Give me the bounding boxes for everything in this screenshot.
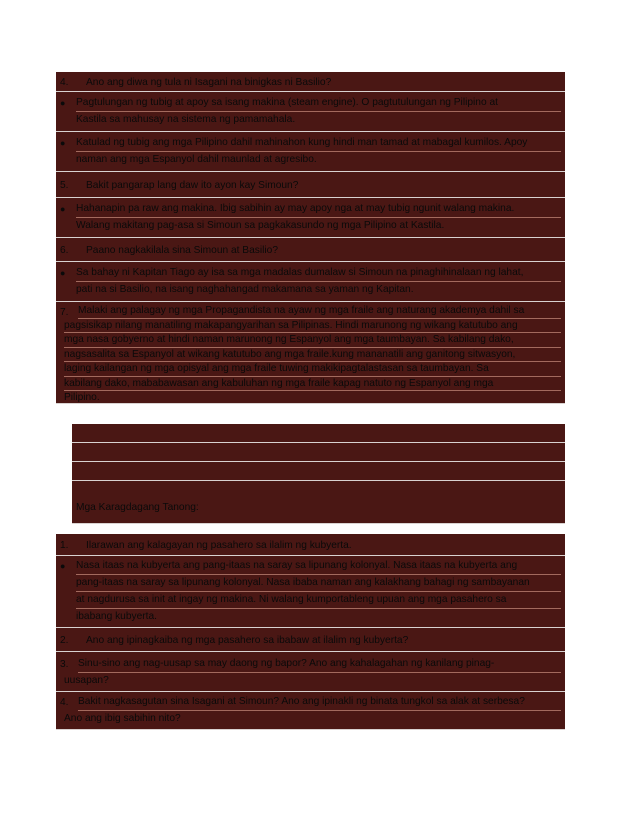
answer-line: naman ang mga Espanyol dahil maunlad at agresibo. bbox=[76, 154, 317, 165]
question-number: 3. bbox=[60, 659, 69, 670]
extra-heading: Mga Karagdagang Tanong: bbox=[76, 502, 199, 513]
answer-line: ibabang kubyerta. bbox=[76, 611, 157, 622]
answer-line: Katulad ng tubig ang mga Pilipino dahil mahinahon kung hindi man tamad at mabagal kumilos. Apoy bbox=[76, 135, 561, 152]
paragraph-line: Malaki ang palagay ng mga Propagandista na ayaw ng mga fraile ang naturang akademya dahil sa bbox=[78, 304, 561, 319]
bullet-icon: ● bbox=[60, 98, 66, 108]
paragraph-line: kabilang dako, mababawasan ang kabuluhan ng mga fraile kapag natuto ng Espanyol ang mga bbox=[64, 377, 561, 392]
extra-questions-header-block bbox=[72, 424, 565, 524]
question-number: 7. bbox=[60, 307, 69, 318]
question-number: 2. bbox=[60, 635, 69, 646]
answer-bullet bbox=[56, 198, 565, 238]
question-5 bbox=[56, 172, 565, 198]
question-line: Sinu-sino ang nag-uusap sa may daong ng bapor? Ano ang kahalagahan ng kanilang pinag- bbox=[78, 656, 561, 673]
extra-heading-band bbox=[72, 481, 565, 524]
question-4 bbox=[56, 72, 565, 92]
paragraph-line: pagsisikap nilang manatiling makapangyarihan sa Pilipinas. Hindi marunong ng wikang katutubo ang bbox=[64, 319, 561, 334]
question-1 bbox=[56, 534, 565, 556]
answer-line: at nagdurusa sa init at ingay ng makina. Ni walang kumportableng upuan ang mga pasahero sa bbox=[76, 592, 561, 609]
question-text: Paano nagkakilala sina Simoun at Basilio? bbox=[86, 245, 278, 256]
answer-line: Pagtulungan ng tubig at apoy sa isang makina (steam engine). O pagtutulungan ng Pilipino at bbox=[76, 95, 561, 112]
answer-line: Nasa itaas na kubyerta ang pang-itaas na saray sa lipunang kolonyal. Nasa itaas na kubyerta ang bbox=[76, 558, 561, 575]
bullet-icon: ● bbox=[60, 268, 66, 278]
empty-band bbox=[72, 462, 565, 481]
bullet-icon: ● bbox=[60, 561, 66, 571]
question-text: Ano ang diwa ng tula ni Isagani na binigkas ni Basilio? bbox=[86, 77, 332, 88]
question-line: uusapan? bbox=[64, 675, 109, 686]
bullet-icon: ● bbox=[60, 204, 66, 214]
paragraph-line: nagsasalita sa Espanyol at wikang katutubo ang mga fraile.kung mananatili ang ganitong sitwasyon, bbox=[64, 348, 561, 363]
question-text: Ilarawan ang kalagayan ng pasahero sa ilalim ng kubyerta. bbox=[86, 540, 352, 551]
empty-band bbox=[72, 443, 565, 462]
qa-section-1 bbox=[56, 72, 565, 404]
question-number: 1. bbox=[60, 540, 69, 551]
question-4b bbox=[56, 692, 565, 730]
question-7 bbox=[56, 302, 565, 404]
paragraph-line: mga nasa gobyerno at hindi naman marunong ng Espanyol ang mga taumbayan. Sa kabilang dako, bbox=[64, 333, 561, 348]
question-number: 4. bbox=[60, 77, 69, 88]
question-line: Ano ang ibig sabihin nito? bbox=[64, 713, 181, 724]
answer-bullet bbox=[56, 556, 565, 628]
question-2 bbox=[56, 628, 565, 652]
answer-line: pati na si Basilio, na isang naghahangad makamana sa yaman ng Kapitan. bbox=[76, 284, 414, 295]
answer-line: Kastila sa mahusay na sistema ng pamamahala. bbox=[76, 114, 296, 125]
empty-band bbox=[72, 424, 565, 443]
answer-line: pang-itaas na saray sa lipunang kolonyal. Nasa ibaba naman ang kalakhang bahagi ng sambayanan bbox=[76, 575, 561, 592]
paragraph-line: laging kailangan ng mga opisyal ang mga fraile tuwing makikipagtalastasan sa taumbayan. Sa bbox=[64, 362, 561, 377]
answer-bullet bbox=[56, 262, 565, 302]
bullet-icon: ● bbox=[60, 138, 66, 148]
answer-line: Hahanapin pa raw ang makina. Ibig sabihin ay may apoy nga at may tubig ngunit walang makina. bbox=[76, 201, 561, 218]
question-text: Bakit pangarap lang daw ito ayon kay Simoun? bbox=[86, 180, 299, 191]
answer-bullet bbox=[56, 92, 565, 132]
answer-line: Walang makitang pag-asa si Simoun sa pagkakasundo ng mga Pilipino at Kastila. bbox=[76, 220, 445, 231]
question-line: Bakit nagkasagutan sina Isagani at Simoun? Ano ang ipinakli ng binata tungkol sa alak at serbesa? bbox=[78, 694, 561, 711]
qa-section-2 bbox=[56, 534, 565, 730]
question-number: 4. bbox=[60, 697, 69, 708]
question-6 bbox=[56, 238, 565, 262]
question-text: Ano ang ipinagkaiba ng mga pasahero sa ibabaw at ilalim ng kubyerta? bbox=[86, 635, 409, 646]
question-number: 5. bbox=[60, 180, 69, 191]
paragraph-line: Pilipino. bbox=[64, 392, 100, 403]
answer-line: Sa bahay ni Kapitan Tiago ay isa sa mga madalas dumalaw si Simoun na pinaghihinalaan ng lahat, bbox=[76, 265, 561, 282]
question-number: 6. bbox=[60, 245, 69, 256]
question-3 bbox=[56, 652, 565, 692]
answer-bullet bbox=[56, 132, 565, 172]
